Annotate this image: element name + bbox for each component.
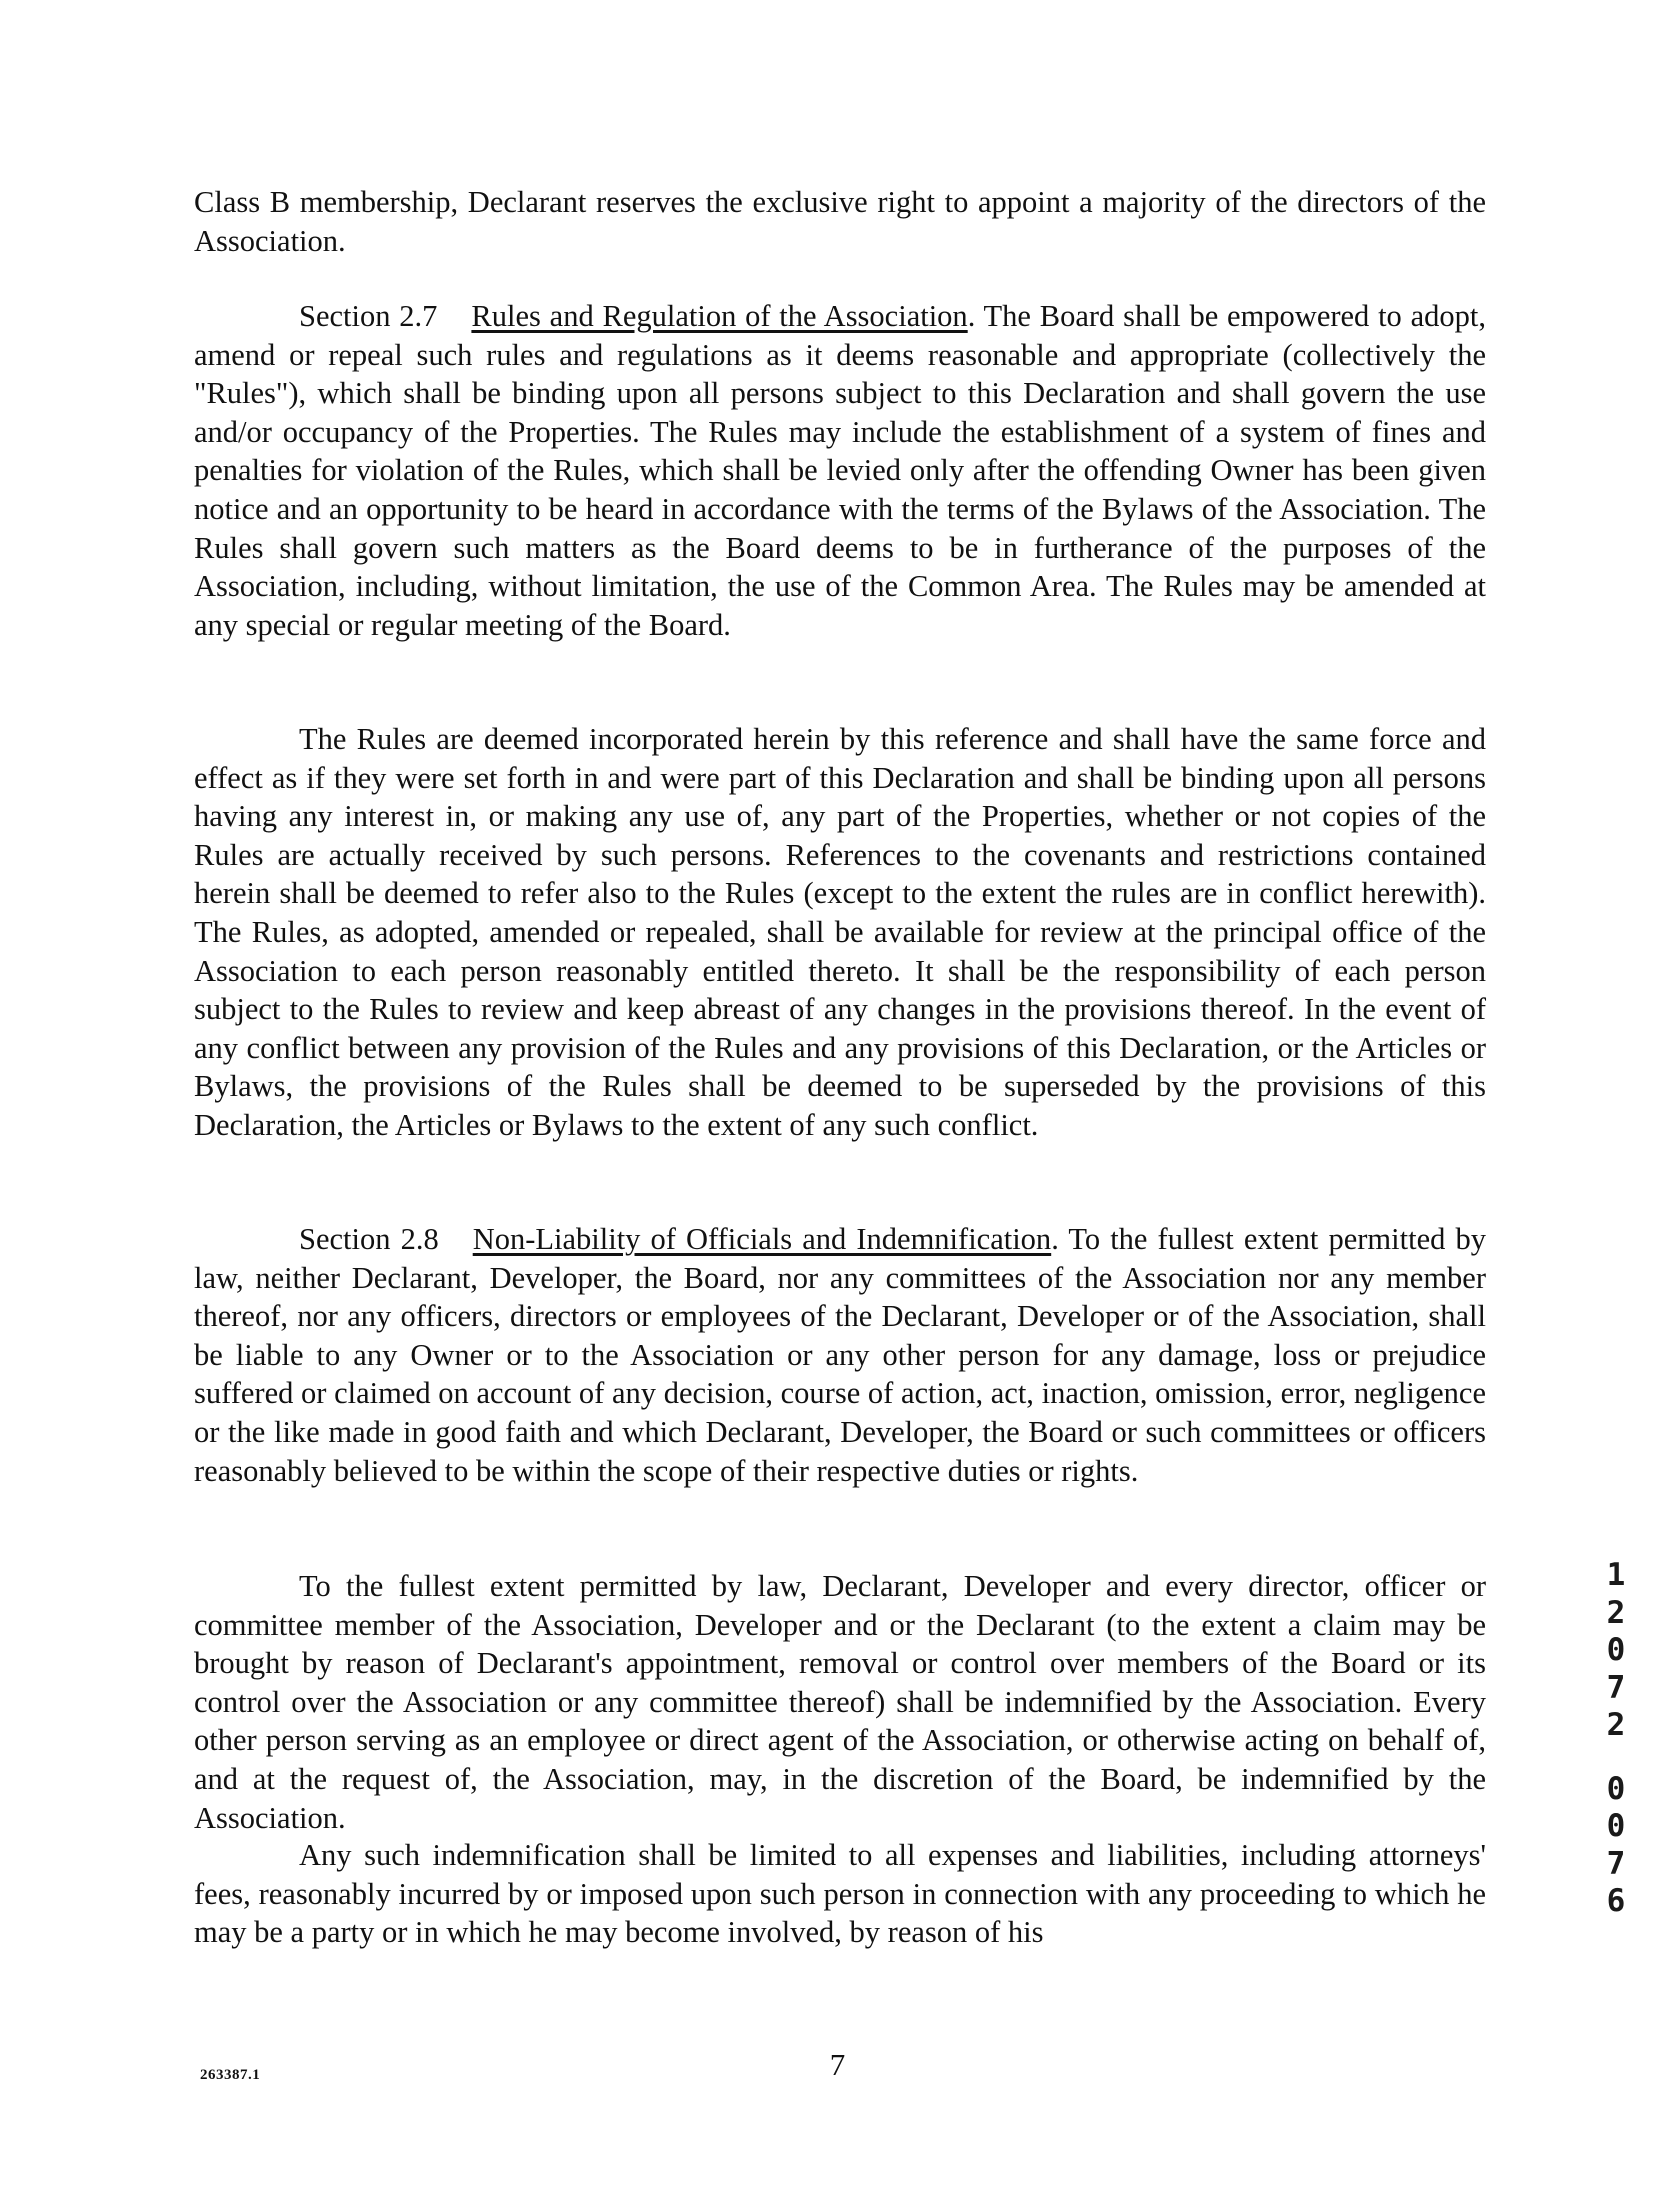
stamp-digit: 0 [1606, 1632, 1626, 1668]
stamp-digit: 7 [1606, 1669, 1626, 1706]
section-2-7-paragraph [194, 297, 1486, 644]
paragraph-indemnification-limits [194, 1836, 1486, 1952]
page-number: 7 [829, 2047, 846, 2082]
paragraph-text: Any such indemnification shall be limited to all expenses and liabilities, including attorneys' fees, reasonably incurred by or imposed upon such person in connection with any proceeding to which he may be a party or in which he may become involved, by reason of his [194, 1838, 1486, 1950]
paragraph-text: To the fullest extent permitted by law, Declarant, Developer and every director, officer or committee member of the Association, Developer and or the Declarant (to the extent a claim may be brought by reason of Declarant's appointment, removal or control over members of the Board or its control over the Association or any committee thereof) shall be indemnified by the Association. Every other person serving as an employee or direct agent of the Association, or otherwise acting on behalf of, and at the request of, the Association, may, in the discretion of the Board, be indemnified by the Association. [194, 1569, 1486, 1835]
section-heading: Rules and Regulation of the Association [471, 299, 968, 333]
stamp-digit: 2 [1606, 1594, 1626, 1631]
document-id: 263387.1 [200, 2067, 261, 2083]
section-body: . To the fullest extent permitted by law, neither Declarant, Developer, the Board, nor any committees of the Association nor any member thereof, nor any officers, directors or employees of the Declarant, Developer or of the Association, shall be liable to any Owner or to the Association or any other person for any damage, loss or prejudice suffered or claimed on account of any decision, course of action, act, inaction, omission, error, negligence or the like made in good faith and which Declarant, Developer, the Board or such committees or officers reasonably believed to be within the scope of their respective duties or rights. [194, 1222, 1486, 1488]
paragraph-text: The Rules are deemed incorporated herein by this reference and shall have the same force and effect as if they were set forth in and were part of this Declaration and shall be binding upon all persons having any interest in, or making any use of, any part of the Properties, whether or not copies of the Rules are actually received by such persons. References to the covenants and restrictions contained herein shall be deemed to refer also to the Rules (except to the extent the rules are in conflict herewith). The Rules, as adopted, amended or repealed, shall be available for review at the principal office of the Association to each person reasonably entitled thereto. It shall be the responsibility of each person subject to the Rules to review and keep abreast of any changes in the provisions thereof. In the event of any conflict between any provision of the Rules and any provisions of this Declaration, or the Articles or Bylaws, the provisions of the Rules shall be deemed to be superseded by the provisions of this Declaration, the Articles or Bylaws to the extent of any such conflict. [194, 722, 1486, 1142]
recording-stamp [1596, 1557, 1636, 1921]
stamp-digit: 0 [1606, 1770, 1626, 1807]
section-number: Section 2.8 [299, 1222, 439, 1256]
paragraph-indemnification [194, 1567, 1486, 1837]
stamp-digit: 7 [1606, 1845, 1626, 1882]
paragraph-class-b-membership [194, 183, 1486, 260]
section-body: . The Board shall be empowered to adopt, amend or repeal such rules and regulations as it deems reasonable and appropriate (collectively the "Rules"), which shall be binding upon all persons subject to this Declaration and shall govern the use and/or occupancy of the Properties. The Rules may include the establishment of a system of fines and penalties for violation of the Rules, which shall be levied only after the offending Owner has been given notice and an opportunity to be heard in accordance with the terms of the Bylaws of the Association. The Rules shall govern such matters as the Board deems to be in furtherance of the purposes of the Association, including, without limitation, the use of the Common Area. The Rules may be amended at any special or regular meeting of the Board. [194, 299, 1486, 642]
paragraph-text: Class B membership, Declarant reserves the exclusive right to appoint a majority of the directors of the Association. [194, 185, 1486, 258]
section-2-8-paragraph [194, 1220, 1486, 1490]
stamp-digit: 0 [1606, 1808, 1626, 1844]
section-number: Section 2.7 [299, 299, 438, 333]
stamp-digit: 1 [1606, 1557, 1626, 1593]
paragraph-rules-incorporated [194, 720, 1486, 1145]
section-heading: Non-Liability of Officials and Indemnification [472, 1222, 1052, 1256]
stamp-digit: 2 [1606, 1707, 1626, 1743]
stamp-gap [1596, 1745, 1636, 1771]
stamp-digit: 6 [1606, 1883, 1626, 1919]
